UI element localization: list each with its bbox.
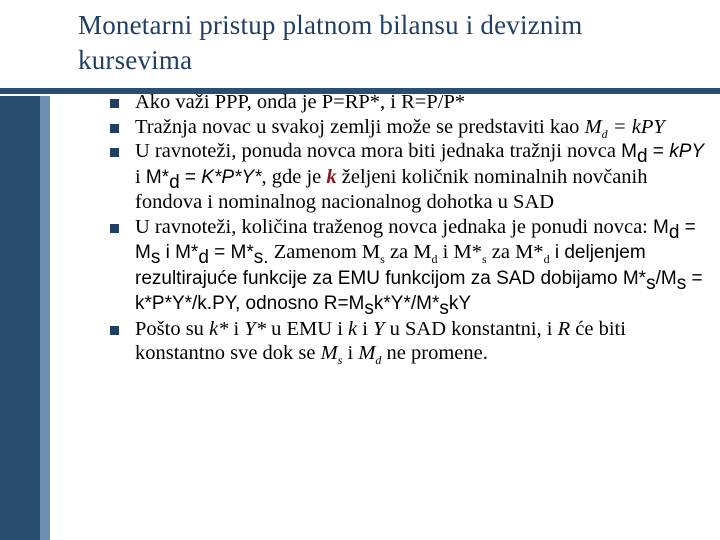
bullet-text: i (228, 317, 245, 340)
math-sub: s (481, 252, 487, 267)
math-var: Y (373, 317, 385, 340)
math-expr: i M* (160, 242, 199, 263)
math-m: M (621, 141, 637, 162)
math-sub: s (439, 298, 449, 320)
math-expr: = M (135, 216, 696, 263)
math-var: R (557, 317, 571, 340)
math-sub: s (676, 272, 687, 294)
math-var: k* (209, 317, 229, 340)
highlight-k: k (326, 165, 337, 188)
slide-title: Monetarni pristup platnom bilansu i deviznim kursevima (78, 10, 583, 75)
bullet-item-equilibrium-supply (110, 139, 710, 215)
bullet-text: Tražnja novac u svakoj zemlji može se predstaviti kao (135, 115, 585, 138)
square-bullet-icon (110, 148, 119, 157)
bullet-text: U ravnoteži, količina traženog novca jednaka je ponudi novca: (135, 215, 653, 238)
square-bullet-icon (110, 224, 119, 233)
bullet-text: Zamenom M (268, 241, 381, 263)
bullet-text: i M* (437, 241, 482, 263)
bullet-text: će biti konstantno sve dok se (135, 317, 626, 364)
square-bullet-icon (110, 99, 119, 108)
math-sub: s (364, 298, 374, 320)
math-m: M* (145, 166, 170, 188)
bullet-text: = k*P*Y*/k.PY, odnosno R=M (135, 267, 703, 314)
bullet-list (110, 81, 710, 366)
math-expr: kPY (669, 141, 705, 162)
square-bullet-icon (110, 124, 119, 133)
math-sub: d (668, 221, 680, 243)
math-sub: d (601, 126, 608, 141)
math-sub: d (431, 252, 438, 267)
math-sub: d (169, 171, 180, 193)
bullet-text: kY (448, 293, 472, 314)
math-var: M (358, 342, 376, 364)
math-sub: d (543, 252, 550, 267)
math-sub: d (636, 146, 648, 168)
math-eq: = (179, 166, 202, 188)
bullet-text: U ravnoteži, ponuda novca mora biti jednaka tražnji novca (135, 140, 622, 162)
bullet-text: za M (384, 241, 432, 263)
bullet-text: i (342, 342, 359, 364)
bullet-text: Ako važi PPP, onda je P=RP*, i R=P/P* (135, 91, 466, 113)
math-m: M (584, 115, 602, 138)
bullet-item-constant-r (110, 317, 710, 366)
bullet-text: ne promene. (381, 342, 488, 364)
bullet-item-equilibrium-quantity (110, 215, 710, 320)
math-var: k (348, 317, 358, 340)
math-sub: s (646, 272, 656, 294)
bullet-text: za M* (486, 241, 544, 263)
math-expr: = M* (208, 242, 254, 263)
bullet-item-ppp (110, 81, 710, 115)
math-sub: s (150, 247, 161, 269)
math-var: Y* (244, 317, 267, 340)
math-expr: K*P*Y* (201, 166, 262, 188)
bullet-text: i (135, 165, 146, 188)
math-sub: s (380, 252, 385, 267)
math-expr: = kPY (607, 115, 665, 138)
math-var: M (320, 342, 338, 364)
math-eq: = (647, 141, 670, 162)
bullet-text: Pošto su (135, 317, 210, 340)
bullet-text: u SAD konstantni, i (384, 317, 558, 340)
bullet-text: u EMU i (266, 317, 349, 340)
bullet-text: željeni količnik nominalnih novčanih fondova i nominalnog nacionalnog dohotka u SAD (135, 165, 648, 213)
square-bullet-icon (110, 326, 119, 335)
bullet-text: i (357, 317, 374, 340)
bullet-text: i deljenjem rezultirajuće funkcije za EMU funkcijom za SAD dobijamo M* (135, 242, 647, 289)
math-m: M (653, 216, 669, 238)
math-sub: s (337, 353, 343, 368)
bullet-item-money-demand (110, 115, 710, 140)
math-sub: d (198, 247, 209, 269)
bullet-text: /M (655, 267, 677, 289)
bullet-text: , gde je (261, 165, 327, 188)
math-sub: s. (253, 247, 269, 269)
bullet-text: k*Y*/M* (373, 293, 440, 314)
math-sub: d (375, 353, 382, 368)
left-accent-bar-shadow (40, 96, 50, 540)
